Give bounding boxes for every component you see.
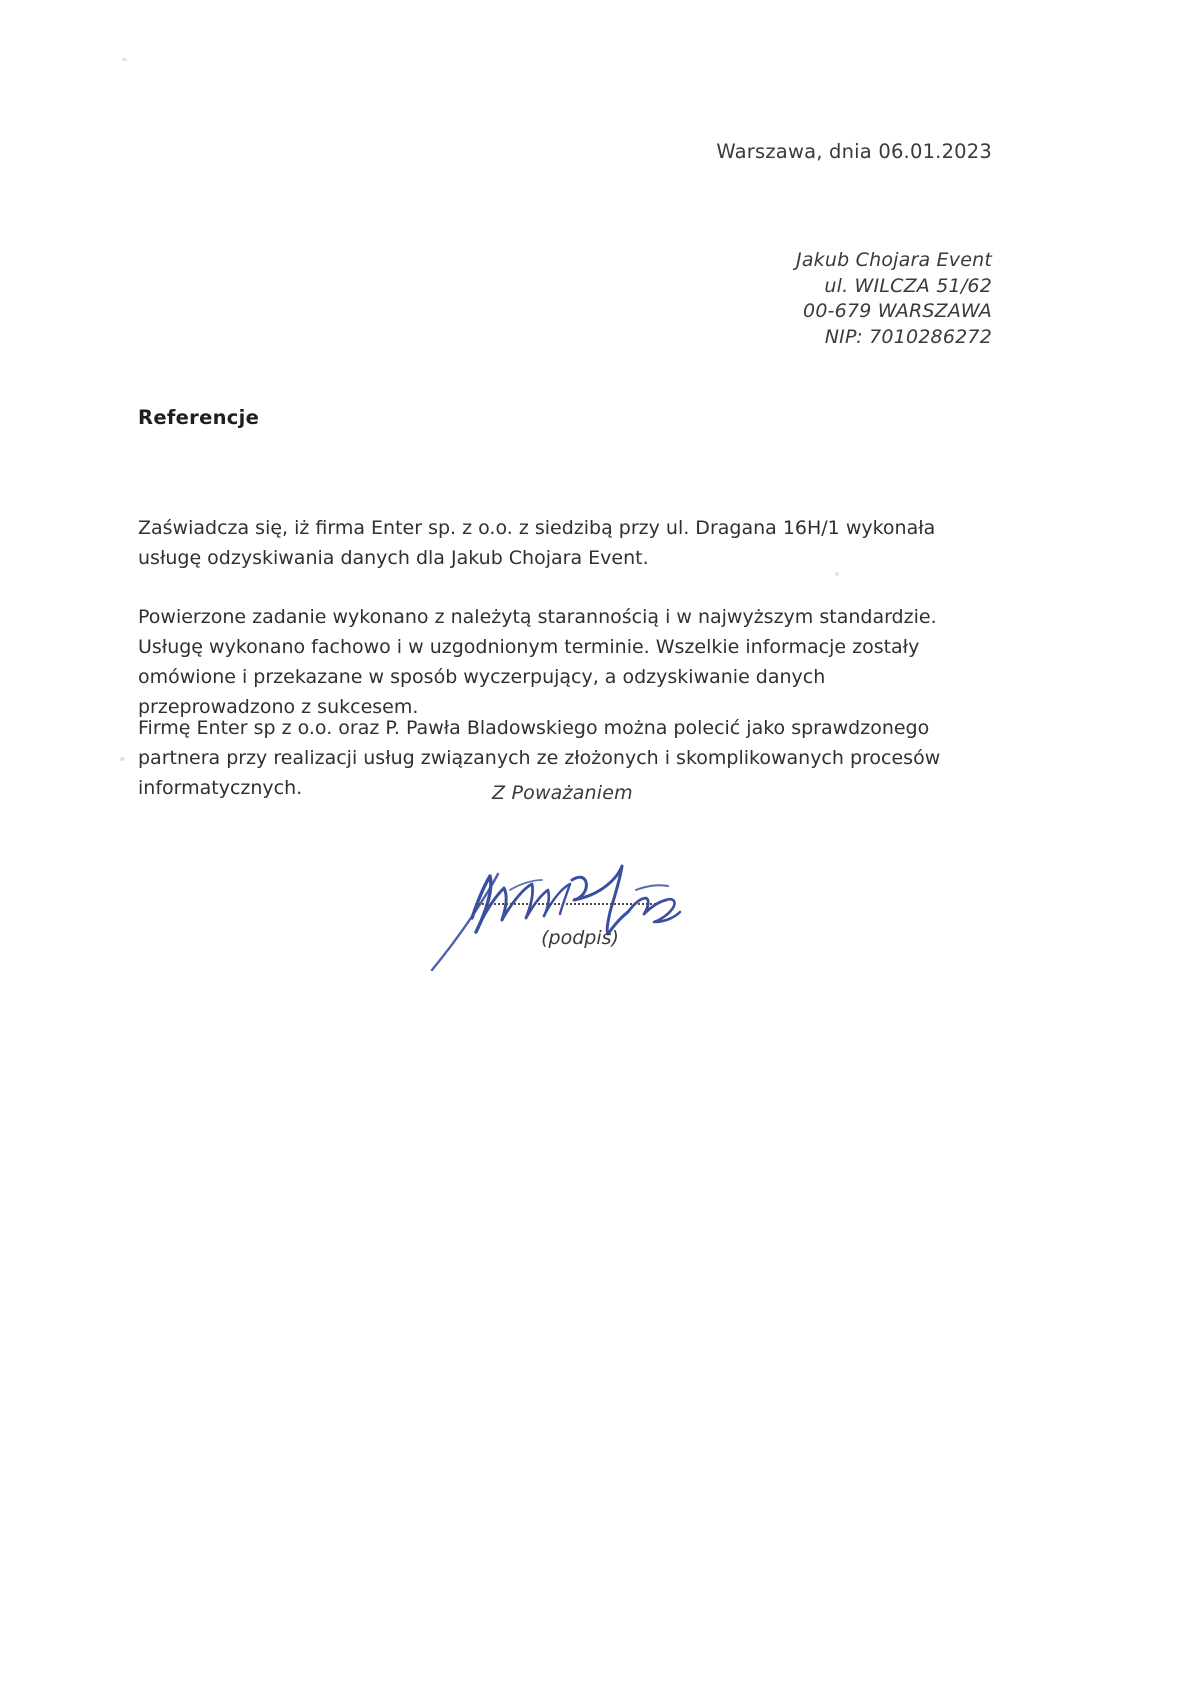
signature-area (420, 840, 740, 980)
date-line: Warszawa, dnia 06.01.2023 (716, 140, 992, 163)
recipient-name: Jakub Chojara Event (796, 249, 992, 271)
body-paragraph-2: Powierzone zadanie wykonano z należytą starannością i w najwyższym standardzie. Usługę wykonano fachowo i w uzgodnionym terminie. Wszelkie informacje zostały omówione i przekazane w sposób wyczerpujący, a odzyskiwanie danych przeprowadzono z sukcesem. (138, 606, 937, 718)
recipient-address-block (0, 248, 992, 350)
body-paragraph-1: Zaświadcza się, iż firma Enter sp. z o.o. z siedzibą przy ul. Dragana 16H/1 wykonała usługę odzyskiwania danych dla Jakub Chojara Event. (138, 517, 936, 569)
body-paragraph-3: Firmę Enter sp z o.o. oraz P. Pawła Bladowskiego można polecić jako sprawdzonego partnera przy realizacji usług związanych ze złożonych i skomplikowanych procesów informatycznych. (138, 717, 941, 799)
signature-rule (478, 903, 656, 905)
page-title: Referencje (138, 406, 260, 429)
recipient-street: ul. WILCZA 51/62 (824, 274, 992, 297)
recipient-tax-id: NIP: 7010286272 (824, 325, 992, 348)
scan-speck (120, 757, 125, 761)
handwritten-signature-icon (420, 840, 740, 980)
signature-caption: (podpis) (541, 927, 619, 949)
closing-salutation: Z Poważaniem (492, 782, 633, 804)
scan-speck (122, 58, 127, 61)
recipient-city: 00-679 WARSZAWA (803, 300, 992, 322)
